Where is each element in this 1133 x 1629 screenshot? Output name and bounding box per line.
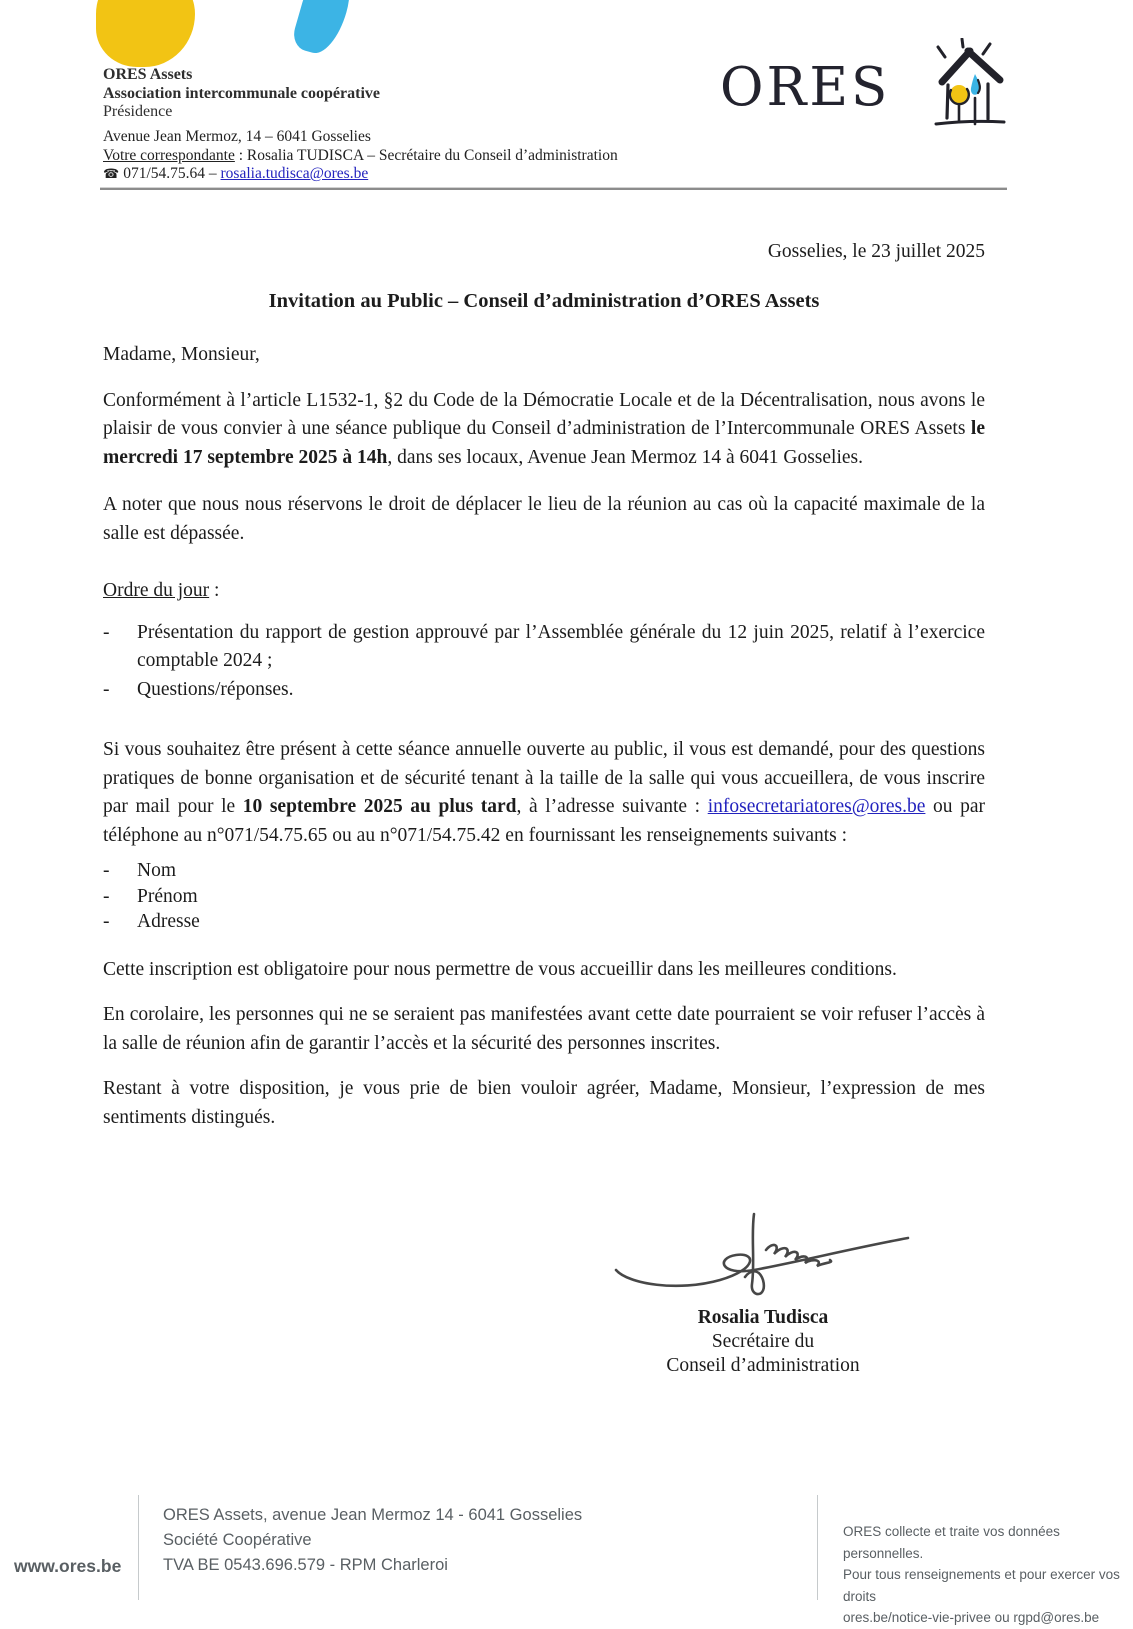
correspondent-label: Votre correspondante	[103, 146, 235, 164]
paragraph-registration-mid: , à l’adresse suivante :	[516, 796, 708, 817]
paragraph-invitation	[103, 387, 985, 473]
footer-website: www.ores.be	[14, 1556, 122, 1576]
sender-org-name: ORES Assets	[103, 66, 193, 83]
registration-deadline-bold: 10 septembre 2025 au plus tard	[242, 796, 517, 817]
paragraph-mandatory: Cette inscription est obligatoire pour nous permettre de vous accueillir dans les meilleures conditions.	[103, 958, 897, 980]
footer-divider-left	[138, 1495, 139, 1600]
sender-org-type: Association intercommunale coopérative	[103, 84, 380, 102]
paragraph-closing: Restant à votre disposition, je vous prie de bien vouloir agréer, Madame, Monsieur, l’expression de mes sentiments distingués.	[103, 1078, 985, 1128]
registration-email-link[interactable]: infosecretariatores@ores.be	[707, 796, 926, 817]
info-item-text: Prénom	[137, 885, 198, 907]
signature-block	[598, 1210, 928, 1378]
info-item-text: Nom	[137, 860, 176, 881]
phone-line	[103, 165, 618, 185]
footer-privacy-line1: ORES collecte et traite vos données personnelles.	[843, 1524, 1060, 1561]
info-item	[103, 858, 985, 884]
salutation: Madame, Monsieur,	[103, 344, 260, 365]
dateline: Gosselies, le 23 juillet 2025	[767, 241, 985, 262]
agenda-item	[103, 676, 985, 705]
info-list	[103, 858, 985, 935]
info-item	[103, 884, 985, 910]
info-item	[103, 909, 985, 935]
info-item-text: Adresse	[137, 911, 200, 932]
brand-blob-yellow-icon	[96, 0, 195, 67]
list-dash-marker: -	[103, 621, 110, 643]
letter-title: Invitation au Public – Conseil d’administration d’ORES Assets	[268, 289, 820, 312]
agenda-list	[103, 619, 985, 705]
footer-company-address: ORES Assets, avenue Jean Mermoz 14 - 6041 Gosselies	[163, 1506, 583, 1524]
correspondent-rest: : Rosalia TUDISCA – Secrétaire du Conseil d’administration	[234, 146, 618, 164]
paragraph-registration-text: Si vous souhaitez être présent à cette séance annuelle ouverte au public, il vous est demandé, pour des questions pratiques de bonne organisation et de sécurité tenant à la taille de la salle qui vous accueillera, de vous inscrire par mail pour le	[103, 739, 985, 817]
sender-address: Avenue Jean Mermoz, 14 – 6041 Gosselies	[103, 128, 371, 145]
phone-icon: ☎	[103, 167, 120, 182]
paragraph-access-refusal: En corolaire, les personnes qui ne se seraient pas manifestées avant cette date pourraient se voir refuser l’accès à la salle de réunion afin de garantir l’accès et la sécurité des personnes inscrites.	[103, 1004, 985, 1054]
agenda-item-text: Questions/réponses.	[137, 678, 294, 700]
paragraph-invitation-end: , dans ses locaux, Avenue Jean Mermoz 14 à 6041 Gosselies.	[387, 446, 863, 468]
header-divider	[100, 187, 1007, 190]
brand-blob-blue-icon	[290, 0, 355, 59]
sender-block	[103, 66, 380, 122]
agenda-item-text: Présentation du rapport de gestion approuvé par l’Assemblée générale du 12 juin 2025, relatif à l’exercice comptable 2024 ;	[137, 621, 985, 671]
meeting-date-bold: le mercredi 17 septembre 2025 à 14h	[103, 418, 985, 468]
footer-company-type: Société Coopérative	[163, 1531, 312, 1549]
signatory-role-line2: Conseil d’administration	[666, 1355, 860, 1376]
header-email-link[interactable]: rosalia.tudisca@ores.be	[220, 165, 369, 182]
paragraph-room-notice: A noter que nous nous réservons le droit de déplacer le lieu de la réunion au cas où la capacité maximale de la salle est dépassée.	[103, 494, 985, 544]
sender-contact-block	[103, 128, 618, 185]
signatory-role-line1: Secrétaire du	[711, 1331, 815, 1352]
footer-divider-right	[817, 1495, 818, 1600]
paragraph-registration-end: ou par téléphone au n°071/54.75.65 ou au n°071/54.75.42 en fournissant les renseignements suivants :	[103, 796, 985, 846]
list-dash-marker: -	[103, 678, 110, 700]
list-dash-marker: -	[103, 860, 110, 881]
agenda-item	[103, 619, 985, 676]
signatory-name: Rosalia Tudisca	[697, 1307, 829, 1328]
agenda-heading-colon: :	[209, 580, 220, 601]
ores-logo-wordmark: ORES	[720, 57, 891, 118]
footer-privacy-line2: Pour tous renseignements et pour exercer vos droits	[843, 1567, 1120, 1604]
page-footer	[0, 1490, 1133, 1625]
phone-number: 071/54.75.64 –	[123, 165, 221, 182]
list-dash-marker: -	[103, 911, 110, 932]
ores-house-logo-icon	[934, 38, 1006, 134]
footer-company-block	[163, 1503, 582, 1578]
handwritten-signature	[608, 1210, 918, 1302]
paragraph-registration	[103, 736, 985, 850]
agenda-heading	[103, 577, 985, 606]
list-dash-marker: -	[103, 885, 110, 907]
agenda-heading-text: Ordre du jour	[103, 580, 210, 601]
footer-privacy-line3: ores.be/notice-vie-privee ou rgpd@ores.be	[843, 1610, 1100, 1625]
correspondent-line	[103, 147, 618, 166]
letter-body	[103, 238, 985, 1132]
sender-dept: Présidence	[103, 103, 173, 120]
paragraph-invitation-text: Conformément à l’article L1532-1, §2 du Code de la Démocratie Locale et de la Décentralisation, nous avons le plaisir de vous convier à une séance publique du Conseil d’administration de l’Intercommunale ORES Assets	[103, 389, 985, 439]
footer-company-vat: TVA BE 0543.696.579 - RPM Charleroi	[163, 1556, 448, 1574]
footer-privacy-block	[843, 1521, 1133, 1629]
